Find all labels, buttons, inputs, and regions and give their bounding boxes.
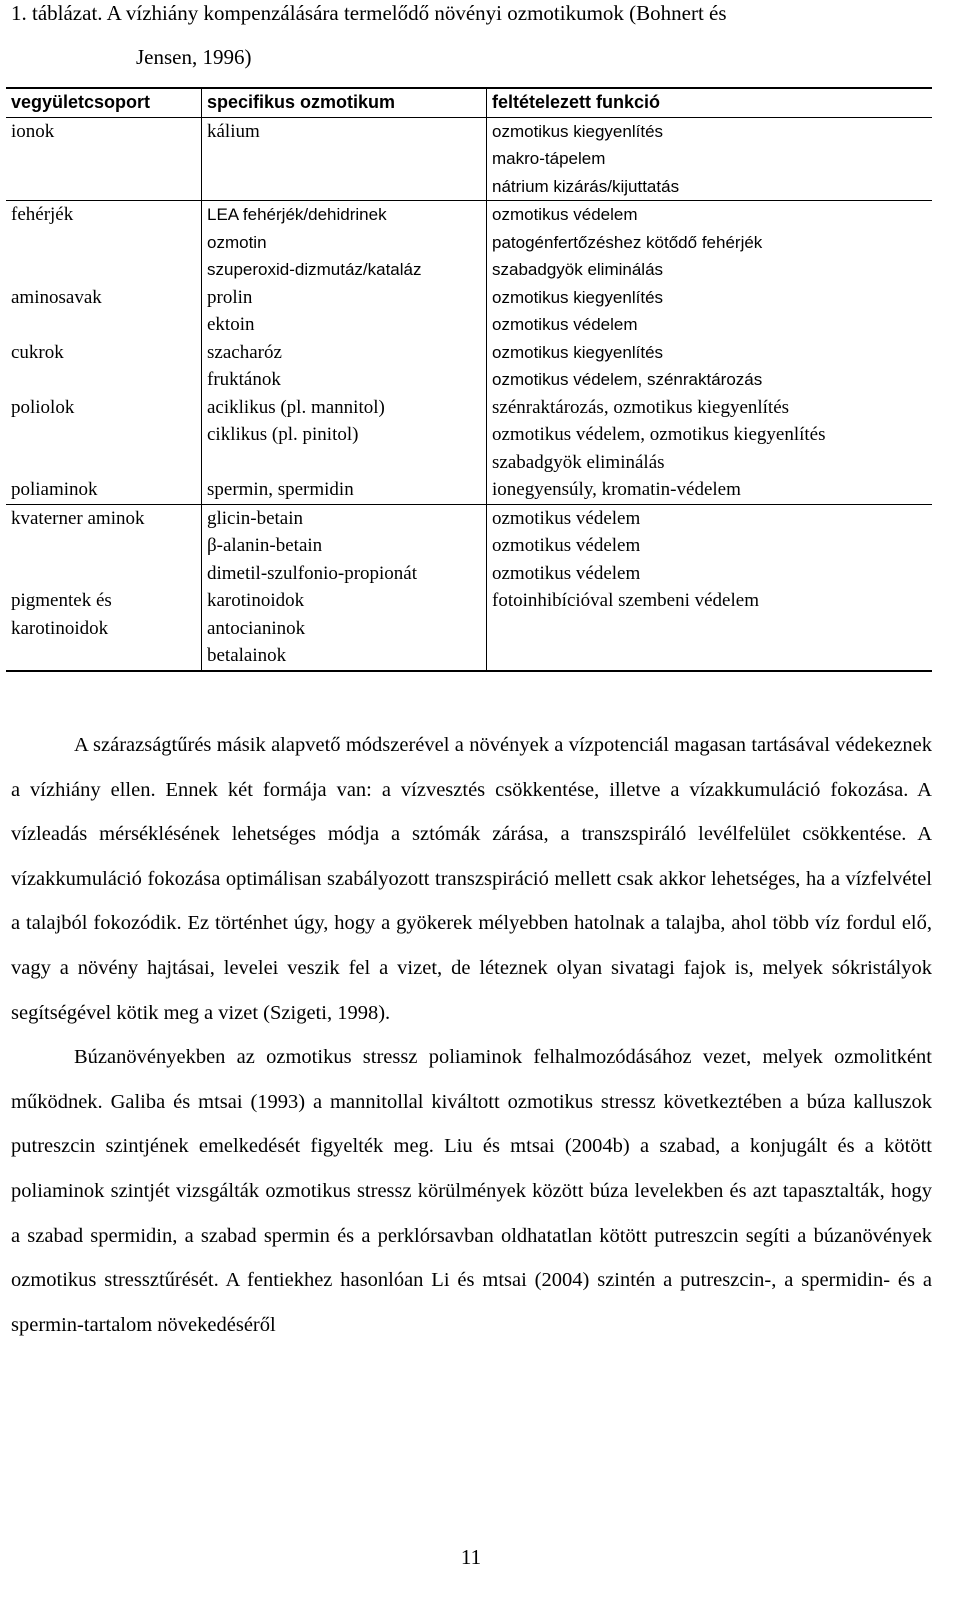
table-row — [6, 339, 932, 394]
cell-line: kvaterner aminok — [11, 507, 145, 529]
table-row — [6, 587, 932, 670]
cell-line: szénraktározás, ozmotikus kiegyenlítés — [492, 396, 790, 418]
table-header-row — [6, 89, 932, 118]
table-caption-line1: 1. táblázat. A vízhiány kompenzálására termelődő növényi ozmotikumok (Bohnert és — [11, 1, 727, 25]
osmotic-cell — [201, 118, 486, 201]
cell-line: β-alanin-betain — [207, 535, 323, 556]
table-row — [6, 394, 932, 477]
cell-line: patogénfertőzéshez kötődő fehérjék — [492, 232, 763, 252]
cell-line: szabadgyök eliminálás — [492, 451, 665, 473]
page-number: 11 — [460, 1545, 482, 1569]
cell-line: prolin — [207, 286, 253, 308]
cell-line: ozmotikus védelem — [492, 562, 641, 584]
cell-line: kálium — [207, 120, 260, 142]
osmotic-table — [6, 87, 932, 672]
cell-line: nátrium kizárás/kijuttatás — [492, 176, 680, 196]
function-cell — [486, 118, 932, 201]
table-row — [6, 118, 932, 202]
cell-line: ionegyensúly, kromatin-védelem — [492, 479, 741, 500]
paragraph: A szárazságtűrés másik alapvető módszerével a növények a vízpotenciál magasan tartásával védekeznek a vízhiány ellen. Ennek két formája van: a vízvesztés csökkentése, illetve a vízakkumuláció fokozása. A vízleadás mérséklésének lehetséges módja a sztómák zárása, a transzspiráló levélfelület csökkentése. A vízakkumuláció fokozása optimálisan szabályozott transzspiráció mellett csak akkor lehetséges, ha a vízfelvétel a talajból fokozódik. Ez történhet úgy, hogy a gyökerek mélyebben hatolnak a talajba, ahol több víz fordul elő, vagy a növény hajtásai, levelei veszik fel a vizet, de léteznek olyan sivatagi fajok is, melyek sókristályok segítségével kötik meg a vizet (Szigeti, 1998). — [11, 734, 932, 1024]
cell-line: ektoin — [207, 314, 255, 335]
group-cell — [6, 284, 201, 339]
header-cell: specifikus ozmotikum — [201, 89, 486, 117]
cell-line: ozmotikus védelem — [492, 205, 638, 224]
function-cell — [486, 476, 932, 504]
cell-line: LEA fehérjék/dehidrinek — [207, 205, 387, 224]
cell-line: cukrok — [11, 341, 64, 363]
cell-line: szacharóz — [207, 341, 282, 363]
paragraph: Búzanövényekben az ozmotikus stressz poliaminok felhalmozódásához vezet, melyek ozmolitként működnek. Galiba és mtsai (1993) a mannitollal kiváltott ozmotikus stressz következtében a búza kalluszok putreszcin szintjének emelkedését figyelték meg. Liu és mtsai (2004b) a szabad, a konjugált és a kötött poliaminok szintjét vizsgálták ozmotikus stressz körülmények között búza levelekben és azt tapasztalták, hogy a szabad spermidin, a szabad spermin és a perklórsavban oldhatatlan kötött putreszcin segíti a búzanövények ozmotikus stressztűrését. A fentiekhez hasonlóan Li és mtsai (2004) szintén a putreszcin-, a spermidin- és a spermin-tartalom növekedéséről — [11, 1046, 932, 1336]
cell-line: ozmotikus kiegyenlítés — [492, 121, 664, 141]
header-cell: vegyületcsoport — [11, 92, 151, 112]
function-cell — [486, 201, 932, 284]
function-cell — [486, 394, 932, 477]
cell-line: betalainok — [207, 645, 287, 666]
osmotic-cell — [201, 505, 486, 588]
cell-line: poliaminok — [11, 479, 98, 500]
osmotic-cell — [201, 284, 486, 339]
table-body — [6, 118, 932, 670]
table-row — [6, 476, 932, 505]
osmotic-cell — [201, 476, 486, 504]
table-row — [6, 505, 932, 588]
cell-line: dimetil-szulfonio-propionát — [207, 562, 418, 584]
osmotic-cell — [201, 339, 486, 394]
cell-line: ozmotikus védelem, ozmotikus kiegyenlítés — [492, 424, 826, 445]
cell-line: aminosavak — [11, 286, 102, 308]
cell-line: antocianinok — [207, 617, 306, 639]
cell-line: ozmotikus kiegyenlítés — [492, 287, 664, 307]
group-cell — [6, 339, 201, 394]
group-cell — [6, 394, 201, 477]
cell-line: fotoinhibícióval szembeni védelem — [492, 590, 759, 611]
cell-line: makro-tápelem — [492, 149, 606, 168]
function-cell — [486, 587, 932, 670]
osmotic-cell — [201, 587, 486, 670]
group-cell — [6, 505, 201, 588]
cell-line: ozmotikus védelem, szénraktározás — [492, 370, 763, 389]
osmotic-cell — [201, 394, 486, 477]
cell-line: poliolok — [11, 396, 75, 418]
body-text — [11, 723, 932, 1347]
cell-line: karotinoidok — [207, 590, 305, 611]
function-cell — [486, 339, 932, 394]
cell-line: fruktánok — [207, 369, 281, 390]
cell-line: ciklikus (pl. pinitol) — [207, 424, 359, 445]
table-row — [6, 284, 932, 339]
cell-line: ionok — [11, 120, 55, 142]
cell-line: pigmentek és — [11, 590, 112, 611]
cell-line: fehérjék — [11, 204, 74, 225]
cell-line: szuperoxid-dizmutáz/kataláz — [207, 260, 422, 279]
cell-line: ozmotikus védelem — [492, 535, 641, 556]
cell-line: karotinoidok — [11, 617, 109, 639]
group-cell — [6, 118, 201, 201]
cell-line: szabadgyök eliminálás — [492, 260, 664, 279]
cell-line: glicin-betain — [207, 507, 304, 529]
group-cell — [6, 587, 201, 670]
cell-line: spermin, spermidin — [207, 479, 354, 500]
table-row — [6, 201, 932, 284]
cell-line: ozmotikus kiegyenlítés — [492, 342, 664, 362]
cell-line: ozmotikus védelem — [492, 315, 638, 334]
function-cell — [486, 284, 932, 339]
cell-line: ozmotin — [207, 232, 267, 252]
group-cell — [6, 201, 201, 284]
group-cell — [6, 476, 201, 504]
header-cell: feltételezett funkció — [486, 89, 932, 117]
osmotic-cell — [201, 201, 486, 284]
cell-line: ozmotikus védelem — [492, 507, 641, 529]
cell-line: aciklikus (pl. mannitol) — [207, 396, 385, 418]
table-caption-line2: Jensen, 1996) — [136, 45, 252, 69]
function-cell — [486, 505, 932, 588]
